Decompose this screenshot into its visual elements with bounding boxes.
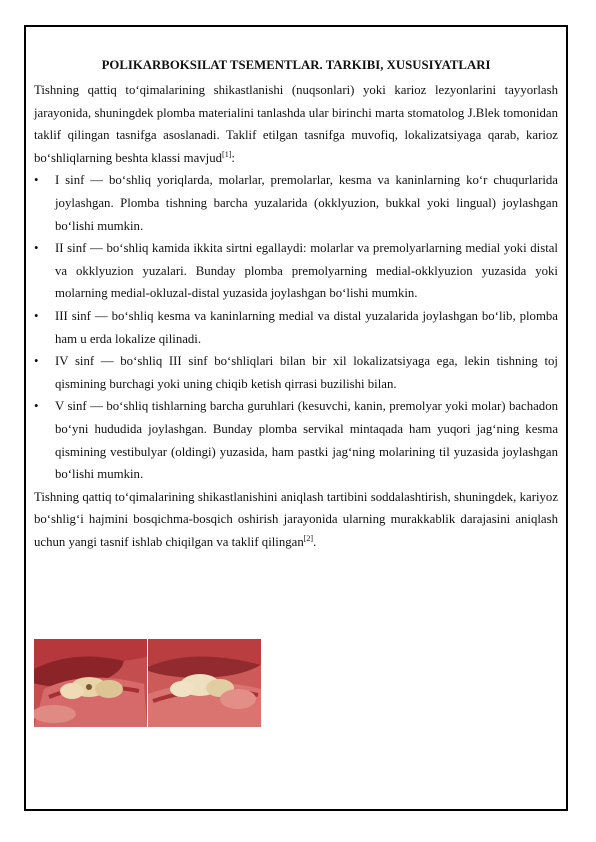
bullet-icon: • xyxy=(34,173,39,188)
class-1-text: I sinf — bo‘shliq yoriqlarda, molarlar, premolarlar, kesma va kaninlarning ko‘r chuqurlarida joylashgan. Plomba tishning barcha yuzalarida (okklyuzion, bukkal yoki lingual) joylashgan bo‘lishi mumkin. xyxy=(55,173,558,233)
closing-tail: . xyxy=(313,534,317,549)
list-item xyxy=(34,169,558,237)
list-item xyxy=(34,350,558,395)
reference-1[interactable]: [1] xyxy=(222,149,232,159)
class-2-text: II sinf — bo‘shliq kamida ikkita sirtni egallaydi: molarlar va premolyarlarning medial yoki distal va okklyuzion yuzalari. Bunday plomba premolyarning medial-okklyuzion yuzasida yoki molarning medial-okluzal-distal yuzasida joylashgan bo‘lishi mumkin. xyxy=(55,241,558,301)
intro-tail: : xyxy=(231,150,235,165)
class-3-text: III sinf — bo‘shliq kesma va kaninlarning medial va distal yuzalarida joylashgan bo‘lib, plomba ham u erda lokalize qilinadi. xyxy=(55,308,558,346)
cavity-class-list xyxy=(34,169,558,485)
list-item xyxy=(34,237,558,305)
page-title: POLIKARBOKSILAT TSEMENTLAR. TARKIBI, XUSUSIYATLARI xyxy=(101,58,491,72)
list-item xyxy=(34,395,558,485)
bullet-icon: • xyxy=(34,308,39,323)
class-5-text: V sinf — bo‘shliq tishlarning barcha guruhlari (kesuvchi, kanin, premolyar yoki molar) bachadon bo‘yni hududida joylashgan. Bunday plomba servikal mintaqada ham yuqori jag‘ning kesma qismining vestibulyar (oldingi) yuzasida, ham pastki jag‘ning molarining til yuzasida joylashgan bo‘lishi mumkin. xyxy=(55,399,558,482)
reference-2[interactable]: [2] xyxy=(303,533,314,543)
bullet-icon: • xyxy=(34,354,39,369)
dental-photo-after xyxy=(148,639,261,727)
class-4-text: IV sinf — bo‘shliq III sinf bo‘shliqlari bilan bir xil lokalizatsiyaga ega, lekin tishning toj qismining burchagi yoki uning chiqib ketish qirrasi buzilishi bilan. xyxy=(55,354,558,391)
bullet-icon: • xyxy=(34,399,39,414)
closing-text: Tishning qattiq to‘qimalarining shikastlanishini aniqlash tartibini soddalashtirish, shuningdek, kariyoz bo‘shlig‘i hajmini bosqichma-bosqich oshirish jarayonida ularning murakkablik darajasini aniqlash uchun yangi tasnif ishlab chiqilgan va taklif qilingan xyxy=(34,489,558,549)
list-item xyxy=(34,305,558,350)
intro-paragraph xyxy=(34,79,558,169)
bullet-icon: • xyxy=(34,241,39,256)
dental-photo-before xyxy=(34,639,147,727)
dental-photos xyxy=(34,639,261,727)
document-body xyxy=(34,54,558,553)
closing-paragraph xyxy=(34,486,558,554)
intro-text: Tishning qattiq to‘qimalarining shikastlanishi (nuqsonlari) yoki karioz lezyonlarini tayyorlash jarayonida, shuningdek plomba materialini tanlashda ular birinchi marta stomatolog J.Blek tomonidan taklif qilingan tasnifga asoslanadi. Taklif etilgan tasnifga muvofiq, lokalizatsiyaga qarab, karioz bo‘shliqlarning beshta klassi mavjud xyxy=(34,83,558,165)
